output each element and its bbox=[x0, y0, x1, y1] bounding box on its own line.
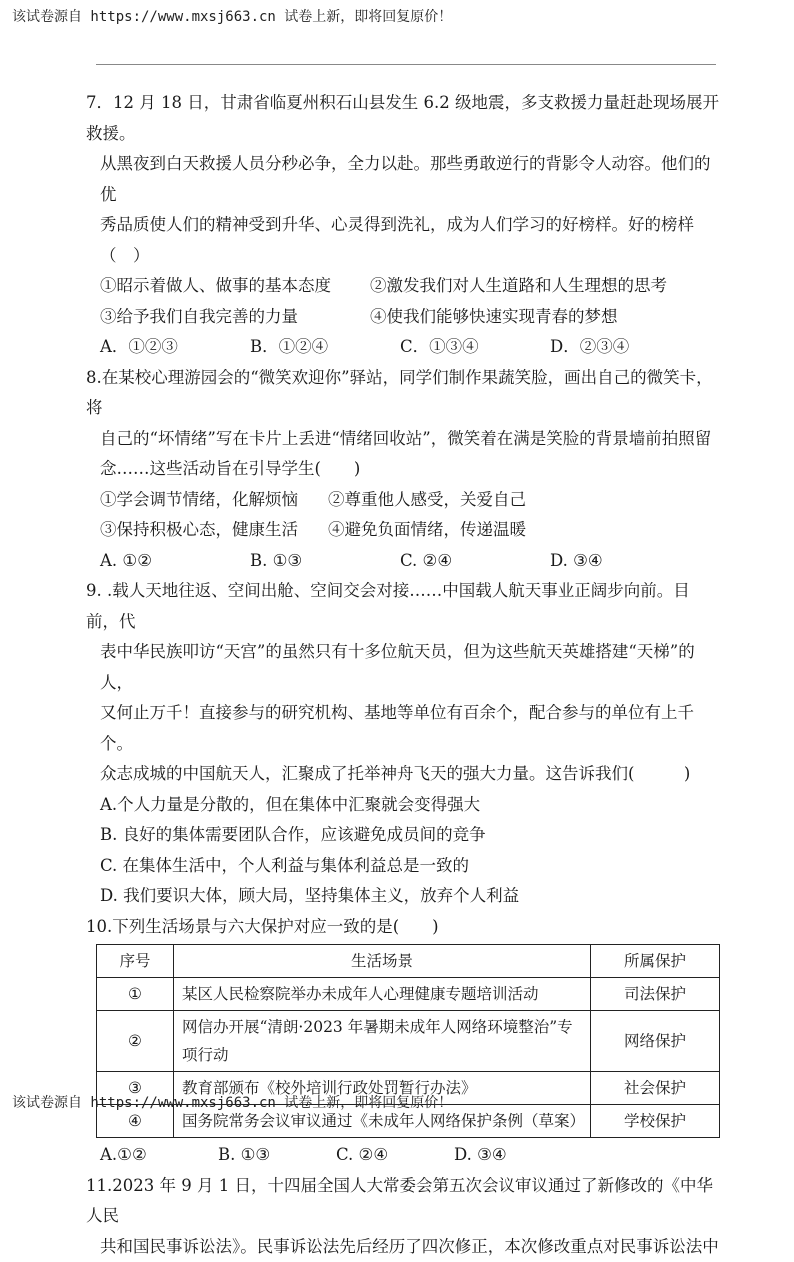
row-scene: 网信办开展“清朗·2023 年暑期未成年人网络环境整治”专项行动 bbox=[174, 1011, 591, 1072]
q8-options bbox=[86, 546, 722, 577]
table-row bbox=[97, 1011, 720, 1072]
q9-option-d[interactable]: D. 我们要识大体，顾大局，坚持集体主义，放弃个人利益 bbox=[86, 881, 722, 912]
question-8 bbox=[86, 363, 722, 577]
q10-option-b[interactable]: B. ①③ bbox=[218, 1140, 336, 1171]
q9-line-3: 又何止万千！直接参与的研究机构、基地等单位有百余个，配合参与的单位有上千个。 bbox=[86, 698, 722, 759]
q8-line-2: 自己的“坏情绪”写在卡片上丢进“情绪回收站”，微笑着在满是笑脸的背景墙前拍照留 bbox=[86, 424, 722, 455]
q8-line-3: 念……这些活动旨在引导学生( ) bbox=[86, 454, 722, 485]
row-no: ④ bbox=[97, 1105, 174, 1138]
q9-line-1: 9. .载人天地往返、空间出舱、空间交会对接……中国载人航天事业正阔步向前。目前，代 bbox=[86, 576, 722, 637]
q10-option-c[interactable]: C. ②④ bbox=[336, 1140, 454, 1171]
q8-option-a[interactable]: A. ①② bbox=[100, 546, 250, 577]
q9-line-4: 众志成城的中国航天人，汇聚成了托举神舟飞天的强大力量。这告诉我们( ) bbox=[86, 759, 722, 790]
row-protect: 学校保护 bbox=[591, 1105, 720, 1138]
q7-line-1: 7．12 月 18 日，甘肃省临夏州积石山县发生 6.2 级地震，多支救援力量赶赴现场展开救援。 bbox=[86, 88, 722, 149]
q7-items-row-2 bbox=[86, 302, 722, 333]
table-row bbox=[97, 978, 720, 1011]
q10-option-d[interactable]: D. ③④ bbox=[454, 1140, 572, 1171]
row-scene: 教育部颁布《校外培训行政处罚暂行办法》 bbox=[174, 1072, 591, 1105]
row-no: ① bbox=[97, 978, 174, 1011]
exam-content bbox=[86, 88, 722, 1262]
q9-option-b[interactable]: B. 良好的集体需要团队合作，应该避免成员间的竞争 bbox=[86, 820, 722, 851]
q7-items-row-1 bbox=[86, 271, 722, 302]
q8-option-d[interactable]: D. ③④ bbox=[550, 546, 603, 577]
row-protect: 社会保护 bbox=[591, 1072, 720, 1105]
q7-options bbox=[86, 332, 722, 363]
table-header-row bbox=[97, 945, 720, 978]
row-no: ② bbox=[97, 1011, 174, 1072]
question-9 bbox=[86, 576, 722, 912]
question-11 bbox=[86, 1171, 722, 1262]
row-protect: 司法保护 bbox=[591, 978, 720, 1011]
question-10 bbox=[86, 912, 722, 1171]
row-no: ③ bbox=[97, 1072, 174, 1105]
header-protect: 所属保护 bbox=[591, 945, 720, 978]
q7-option-d[interactable]: D．②③④ bbox=[550, 332, 629, 363]
q8-item-4: ④避免负面情绪，传递温暖 bbox=[328, 515, 526, 546]
header-no: 序号 bbox=[97, 945, 174, 978]
q10-option-a[interactable]: A.①② bbox=[100, 1140, 218, 1171]
top-divider bbox=[96, 64, 716, 65]
question-7 bbox=[86, 88, 722, 363]
q7-item-1: ①昭示着做人、做事的基本态度 bbox=[100, 271, 370, 302]
q8-item-2: ②尊重他人感受，关爱自己 bbox=[328, 485, 526, 516]
q9-option-a[interactable]: A.个人力量是分散的，但在集体中汇聚就会变得强大 bbox=[86, 790, 722, 821]
q11-line-2: 共和国民事诉讼法》。民事诉讼法先后经历了四次修正，本次修改重点对民事诉讼法中 bbox=[86, 1232, 722, 1262]
row-scene: 某区人民检察院举办未成年人心理健康专题培训活动 bbox=[174, 978, 591, 1011]
q9-line-2: 表中华民族叩访“天宫”的虽然只有十多位航天员，但为这些航天英雄搭建“天梯”的人， bbox=[86, 637, 722, 698]
watermark-bottom: 该试卷源自 https://www.mxsj663.cn 试卷上新，即将回复原价！ bbox=[12, 1092, 452, 1112]
watermark-top: 该试卷源自 https://www.mxsj663.cn 试卷上新，即将回复原价！ bbox=[12, 6, 452, 26]
q8-items-row-2 bbox=[86, 515, 722, 546]
q8-option-b[interactable]: B. ①③ bbox=[250, 546, 400, 577]
q7-line-3: 秀品质使人们的精神受到升华、心灵得到洗礼，成为人们学习的好榜样。好的榜样（ ） bbox=[86, 210, 722, 271]
row-protect: 网络保护 bbox=[591, 1011, 720, 1072]
q7-item-3: ③给予我们自我完善的力量 bbox=[100, 302, 370, 333]
q10-options bbox=[86, 1140, 722, 1171]
q8-item-3: ③保持积极心态，健康生活 bbox=[100, 515, 328, 546]
q7-item-2: ②激发我们对人生道路和人生理想的思考 bbox=[370, 271, 667, 302]
q8-item-1: ①学会调节情绪，化解烦恼 bbox=[100, 485, 328, 516]
q7-option-b[interactable]: B．①②④ bbox=[250, 332, 400, 363]
q7-option-c[interactable]: C．①③④ bbox=[400, 332, 550, 363]
q8-option-c[interactable]: C. ②④ bbox=[400, 546, 550, 577]
q7-option-a[interactable]: A．①②③ bbox=[100, 332, 250, 363]
header-scene: 生活场景 bbox=[174, 945, 591, 978]
q7-item-4: ④使我们能够快速实现青春的梦想 bbox=[370, 302, 618, 333]
q8-line-1: 8.在某校心理游园会的“微笑欢迎你”驿站，同学们制作果蔬笑脸，画出自己的微笑卡，将 bbox=[86, 363, 722, 424]
q7-line-2: 从黑夜到白天救援人员分秒必争，全力以赴。那些勇敢逆行的背影令人动容。他们的优 bbox=[86, 149, 722, 210]
q9-option-c[interactable]: C. 在集体生活中，个人利益与集体利益总是一致的 bbox=[86, 851, 722, 882]
q11-line-1: 11.2023 年 9 月 1 日，十四届全国人大常委会第五次会议审议通过了新修改的《中华人民 bbox=[86, 1171, 722, 1232]
q10-stem: 10.下列生活场景与六大保护对应一致的是( ) bbox=[86, 912, 722, 943]
q8-items-row-1 bbox=[86, 485, 722, 516]
row-scene: 国务院常务会议审议通过《未成年人网络保护条例（草案） bbox=[174, 1105, 591, 1138]
